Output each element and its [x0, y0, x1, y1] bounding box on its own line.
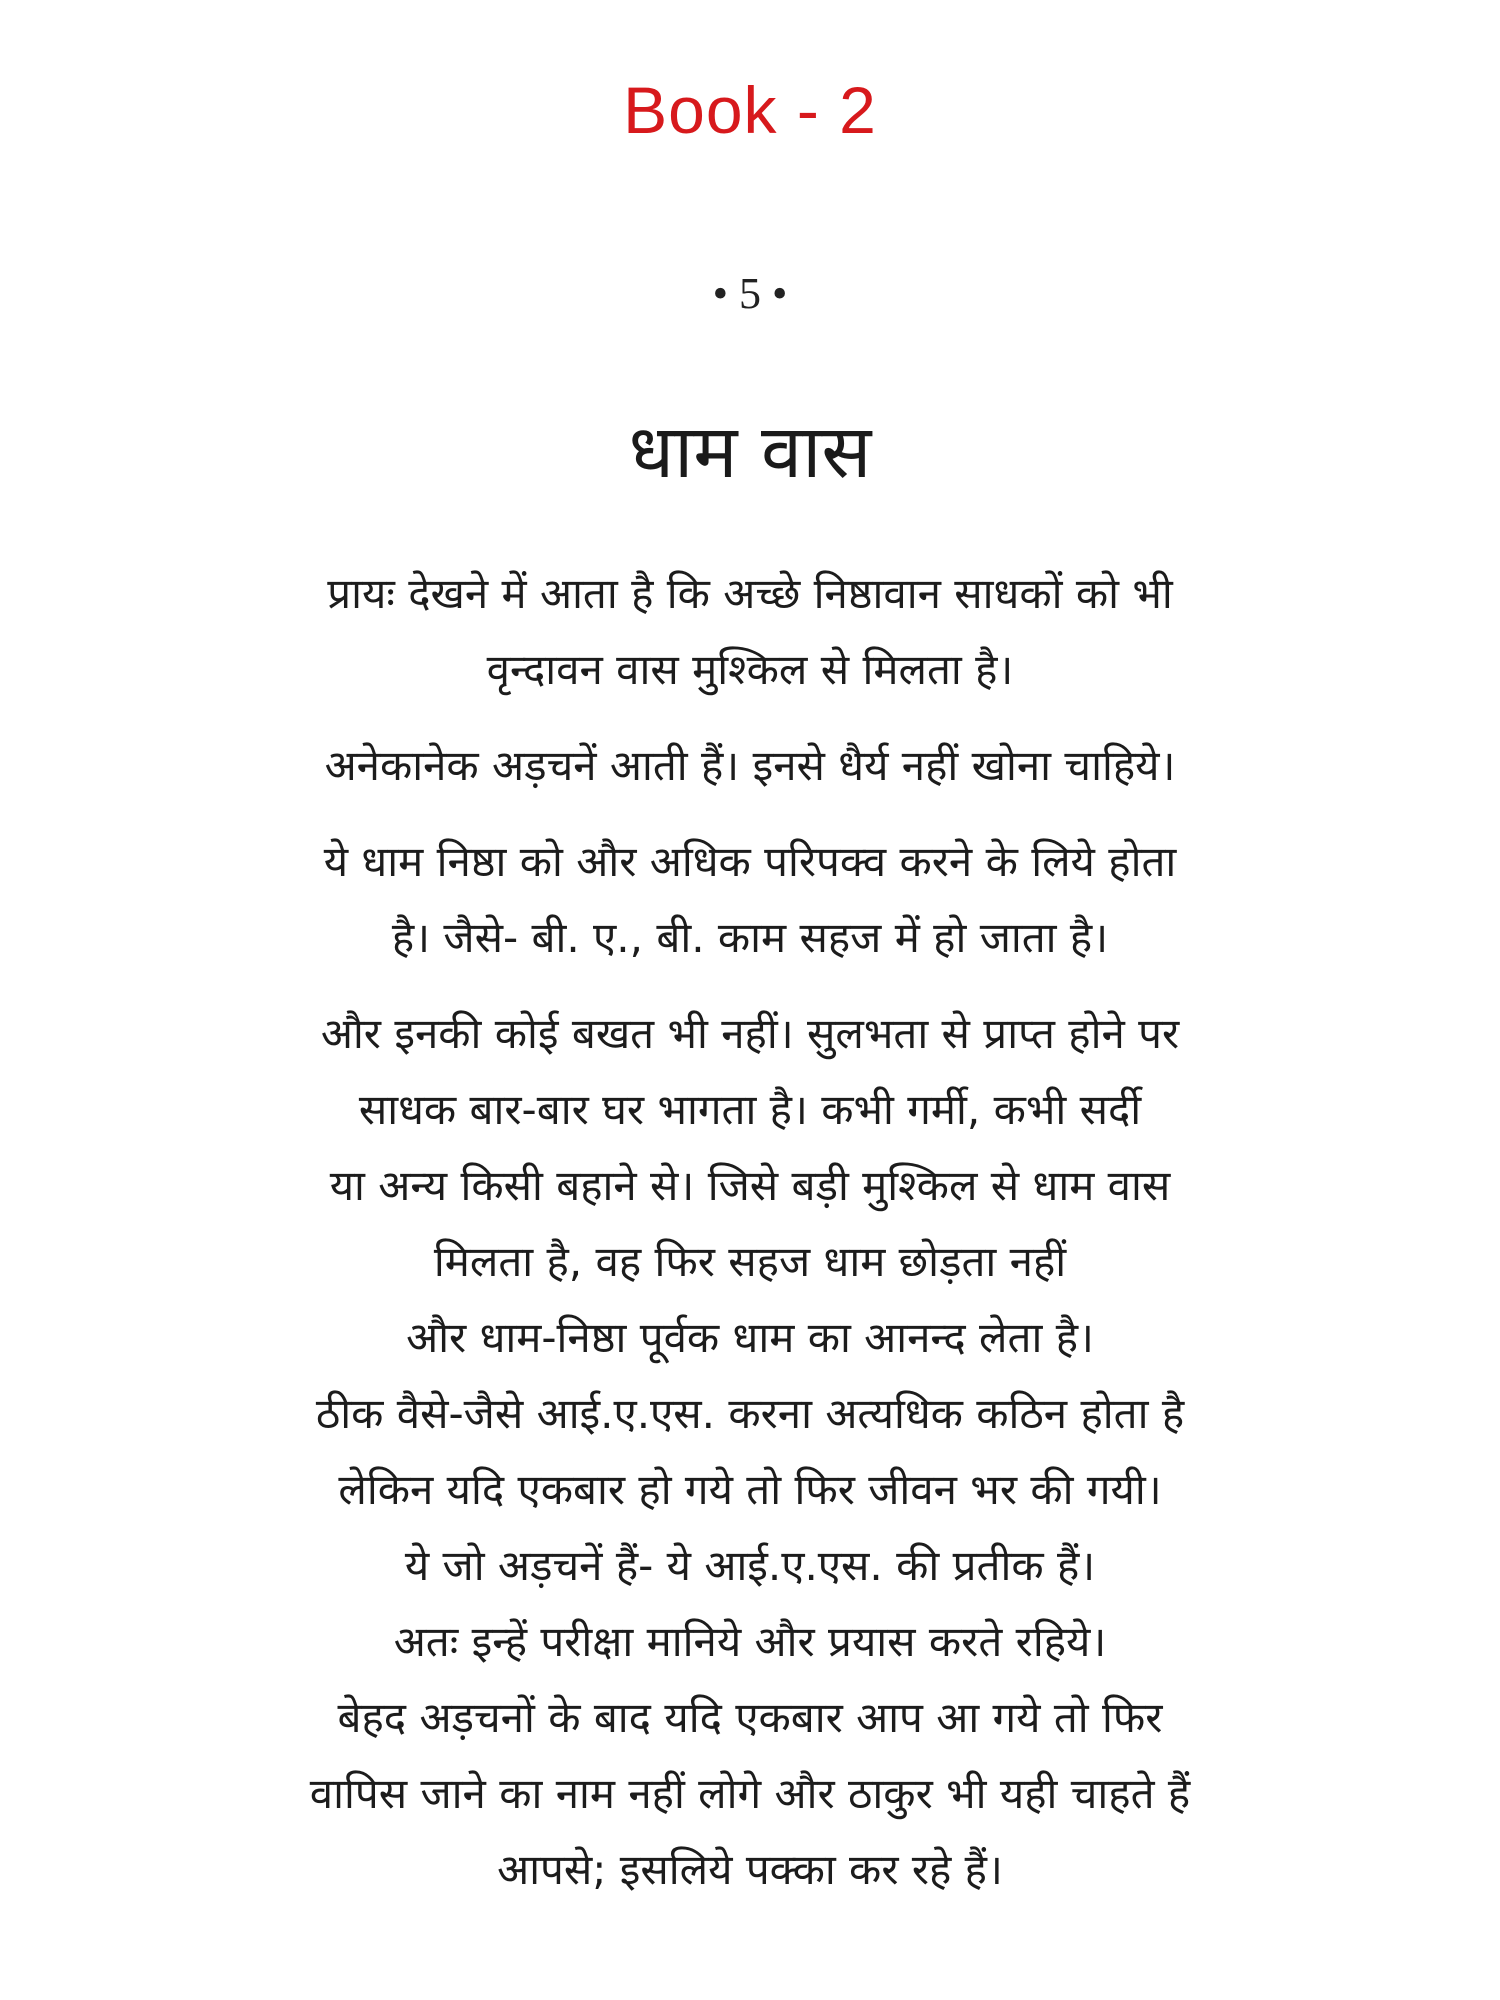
text-line: प्रायः देखने में आता है कि अच्छे निष्ठावान साधकों को भी [327, 569, 1173, 618]
chapter-body [150, 556, 1350, 1928]
text-line: वृन्दावन वास मुश्किल से मिलता है। [486, 645, 1014, 694]
paragraph [150, 728, 1350, 804]
text-line: वापिस जाने का नाम नहीं लोगे और ठाकुर भी यही चाहते हैं [309, 1769, 1191, 1818]
text-line: मिलता है, वह फिर सहज धाम छोड़ता नहीं [433, 1237, 1067, 1286]
text-line: ये जो अड़चनें हैं- ये आई.ए.एस. की प्रतीक हैं। [404, 1541, 1096, 1590]
text-line: और धाम-निष्ठा पूर्वक धाम का आनन्द लेता है। [406, 1313, 1094, 1362]
book-label: Book - 2 [623, 73, 877, 147]
paragraph [150, 556, 1350, 708]
text-line: ये धाम निष्ठा को और अधिक परिपक्व करने के लिये होता [323, 837, 1177, 886]
text-line: बेहद अड़चनों के बाद यदि एकबार आप आ गये तो फिर [337, 1693, 1163, 1742]
chapter-title: धाम वास [628, 409, 872, 495]
page-number: • 5 • [712, 269, 788, 318]
paragraph [150, 996, 1350, 1908]
text-line: ठीक वैसे-जैसे आई.ए.एस. करना अत्यधिक कठिन होता है [315, 1389, 1185, 1438]
text-line: या अन्य किसी बहाने से। जिसे बड़ी मुश्किल से धाम वास [329, 1161, 1171, 1210]
text-line: साधक बार-बार घर भागता है। कभी गर्मी, कभी सर्दी [358, 1085, 1142, 1134]
text-line: लेकिन यदि एकबार हो गये तो फिर जीवन भर की गयी। [338, 1465, 1162, 1514]
paragraph [150, 824, 1350, 976]
text-line: और इनकी कोई बखत भी नहीं। सुलभता से प्राप्त होने पर [320, 1009, 1180, 1058]
text-line: है। जैसे- बी. ए., बी. काम सहज में हो जाता है। [391, 913, 1109, 962]
text-line: अनेकानेक अड़चनें आती हैं। इनसे धैर्य नहीं खोना चाहिये। [324, 741, 1176, 790]
text-line: आपसे; इसलिये पक्का कर रहे हैं। [497, 1845, 1003, 1894]
text-line: अतः इन्हें परीक्षा मानिये और प्रयास करते रहिये। [393, 1617, 1107, 1666]
